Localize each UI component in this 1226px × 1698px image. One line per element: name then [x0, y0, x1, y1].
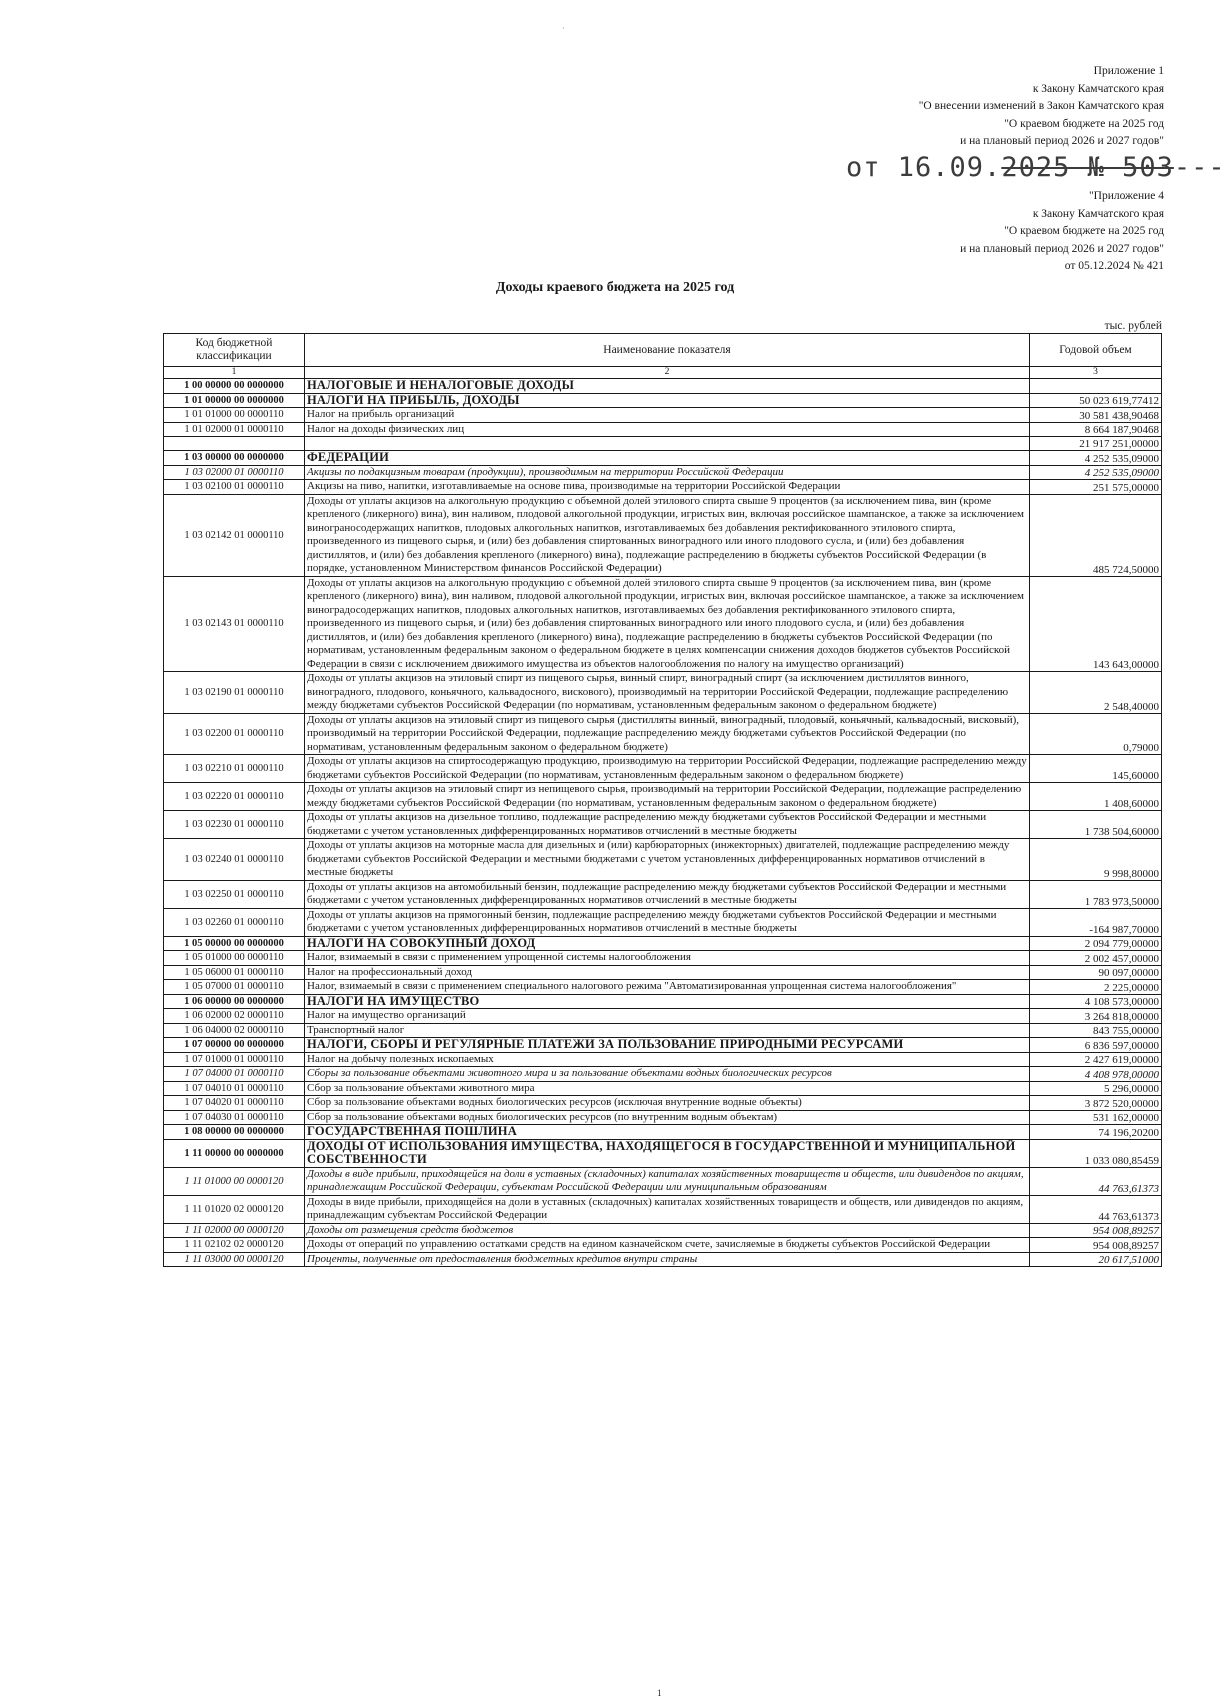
- table-row: [164, 783, 1162, 811]
- table-row: [164, 393, 1162, 408]
- row-code: 1 03 02190 01 0000110: [164, 672, 305, 714]
- row-name: Доходы от уплаты акцизов на этиловый спирт из непищевого сырья, производимый на территории Российской Федерации, подлежащие распределению между бюджетами субъектов Российской Федерации (по нормативам, установленным федеральным законом о федеральном бюджете): [305, 783, 1030, 811]
- row-name: Доходы от размещения средств бюджетов: [305, 1223, 1030, 1238]
- row-name: Сборы за пользование объектами животного мира и за пользование объектами водных биологических ресурсов: [305, 1067, 1030, 1082]
- row-code: 1 06 04000 02 0000110: [164, 1023, 305, 1038]
- row-amount: -164 987,70000: [1030, 908, 1162, 936]
- row-name: [305, 437, 1030, 451]
- row-code: 1 08 00000 00 0000000: [164, 1125, 305, 1140]
- attachment-1-line: Приложение 1: [1093, 65, 1164, 77]
- row-amount: 1 408,60000: [1030, 783, 1162, 811]
- table-row: [164, 951, 1162, 966]
- attachment-4-line: "Приложение 4: [1088, 190, 1164, 202]
- row-amount: 145,60000: [1030, 755, 1162, 783]
- row-code: [164, 437, 305, 451]
- row-name: Транспортный налог: [305, 1023, 1030, 1038]
- units-label: тыс. рублей: [1104, 320, 1162, 332]
- row-amount: 0,79000: [1030, 713, 1162, 755]
- row-amount: 5 296,00000: [1030, 1081, 1162, 1096]
- column-number: 2: [305, 367, 1030, 379]
- stamp-date: от 16.09.: [846, 152, 1002, 183]
- row-code: 1 03 02142 01 0000110: [164, 494, 305, 576]
- row-code: 1 07 04020 01 0000110: [164, 1096, 305, 1111]
- row-amount: 6 836 597,00000: [1030, 1038, 1162, 1053]
- table-row: [164, 408, 1162, 423]
- row-amount: 44 763,61373: [1030, 1167, 1162, 1195]
- attachment-4-header: [960, 188, 1164, 276]
- row-name: Доходы от уплаты акцизов на спиртосодержащую продукцию, производимую на территории Российской Федерации, подлежащие распределению между бюджетами субъектов Российской Федерации (по нормативам, установленным федеральным законом о федеральном бюджете): [305, 755, 1030, 783]
- column-number: 3: [1030, 367, 1162, 379]
- row-code: 1 03 02220 01 0000110: [164, 783, 305, 811]
- attachment-4-line: от 05.12.2024 № 421: [1064, 260, 1164, 272]
- row-code: 1 06 02000 02 0000110: [164, 1009, 305, 1024]
- row-amount: [1030, 379, 1162, 394]
- row-amount: 44 763,61373: [1030, 1195, 1162, 1223]
- row-code: 1 11 02000 00 0000120: [164, 1223, 305, 1238]
- row-code: 1 07 04030 01 0000110: [164, 1110, 305, 1125]
- row-name: Сбор за пользование объектами животного мира: [305, 1081, 1030, 1096]
- row-amount: 3 872 520,00000: [1030, 1096, 1162, 1111]
- table-row: [164, 480, 1162, 495]
- table-row: [164, 713, 1162, 755]
- row-name: НАЛОГИ НА СОВОКУПНЫЙ ДОХОД: [305, 936, 1030, 951]
- row-name: Сбор за пользование объектами водных биологических ресурсов (по внутренним водным объектам): [305, 1110, 1030, 1125]
- row-code: 1 03 02210 01 0000110: [164, 755, 305, 783]
- row-code: 1 11 01020 02 0000120: [164, 1195, 305, 1223]
- row-amount: 485 724,50000: [1030, 494, 1162, 576]
- stamp-number: 2025 № 503: [1001, 152, 1174, 183]
- row-name: НАЛОГИ НА ПРИБЫЛЬ, ДОХОДЫ: [305, 393, 1030, 408]
- table-row: [164, 422, 1162, 437]
- row-code: 1 03 02100 01 0000110: [164, 480, 305, 495]
- row-code: 1 00 00000 00 0000000: [164, 379, 305, 394]
- row-amount: 4 252 535,09000: [1030, 451, 1162, 466]
- row-name: Доходы от уплаты акцизов на прямогонный бензин, подлежащие распределению между бюджетами субъектов Российской Федерации и местными бюджетами с учетом установленных дифференцированных нормативов отчислений в местные бюджеты: [305, 908, 1030, 936]
- row-name: Доходы от уплаты акцизов на моторные масла для дизельных и (или) карбюраторных (инжекторных) двигателей, подлежащие распределению между бюджетами субъектов Российской Федерации и местными бюджетами с учетом установленных дифференцированных нормативов отчислений в местные бюджеты: [305, 839, 1030, 881]
- row-code: 1 01 00000 00 0000000: [164, 393, 305, 408]
- table-row: [164, 839, 1162, 881]
- table-row: [164, 755, 1162, 783]
- row-amount: 843 755,00000: [1030, 1023, 1162, 1038]
- row-name: Акцизы на пиво, напитки, изготавливаемые на основе пива, производимые на территории Российской Федерации: [305, 480, 1030, 495]
- row-name: ГОСУДАРСТВЕННАЯ ПОШЛИНА: [305, 1125, 1030, 1140]
- table-row: [164, 1081, 1162, 1096]
- row-name: Сбор за пользование объектами водных биологических ресурсов (исключая внутренние водные объекты): [305, 1096, 1030, 1111]
- attachment-4-line: к Закону Камчатского края: [1032, 207, 1164, 220]
- row-amount: 4 252 535,09000: [1030, 465, 1162, 480]
- row-code: 1 03 02230 01 0000110: [164, 811, 305, 839]
- row-code: 1 05 07000 01 0000110: [164, 980, 305, 995]
- row-name: Доходы от уплаты акцизов на алкогольную продукцию с объемной долей этилового спирта свыше 9 процентов (за исключением пива, вин (кроме крепленого (ликерного) вина), вин наливом, плодовой алкогольной продукции, игристых вин, включая российское шампанское, а также за исключением виноградосодержащих напитков, плодовых алкогольных напитков, изготавливаемых без добавления ректификованного этилового спирта, произведенного из пищевого сырья, и (или) без добавления спиртованных виноградного или иного плодового сусла, и (или) без добавления дистиллятов, и (или) без добавления крепленого (ликерного) вина), подлежащие распределению в бюджеты субъектов Российской Федерации (по нормативам, установленным федеральным законом о федеральном бюджете в целях компенсации снижения доходов бюджетов субъектов Российской Федерации в связи с исключением движимого имущества из объектов налогообложения по налогу на имущество организаций): [305, 576, 1030, 672]
- table-row: [164, 672, 1162, 714]
- row-amount: 143 643,00000: [1030, 576, 1162, 672]
- row-code: 1 11 00000 00 0000000: [164, 1139, 305, 1167]
- row-code: 1 07 00000 00 0000000: [164, 1038, 305, 1053]
- table-row: [164, 1139, 1162, 1167]
- table-row: [164, 437, 1162, 451]
- row-name: Доходы от уплаты акцизов на дизельное топливо, подлежащие распределению между бюджетами субъектов Российской Федерации и местными бюджетами с учетом установленных дифференцированных нормативов отчислений в местные бюджеты: [305, 811, 1030, 839]
- table-row: [164, 379, 1162, 394]
- row-code: 1 03 02200 01 0000110: [164, 713, 305, 755]
- row-amount: 2 548,40000: [1030, 672, 1162, 714]
- row-name: Налог на профессиональный доход: [305, 965, 1030, 980]
- row-amount: 954 008,89257: [1030, 1223, 1162, 1238]
- row-name: НАЛОГИ, СБОРЫ И РЕГУЛЯРНЫЕ ПЛАТЕЖИ ЗА ПОЛЬЗОВАНИЕ ПРИРОДНЫМИ РЕСУРСАМИ: [305, 1038, 1030, 1053]
- row-code: 1 07 04000 01 0000110: [164, 1067, 305, 1082]
- revenue-table: [163, 333, 1162, 1267]
- row-amount: 2 427 619,00000: [1030, 1052, 1162, 1067]
- scan-speck: ·: [562, 24, 565, 33]
- row-code: 1 11 01000 00 0000120: [164, 1167, 305, 1195]
- row-amount: 90 097,00000: [1030, 965, 1162, 980]
- table-row: [164, 1223, 1162, 1238]
- row-amount: 9 998,80000: [1030, 839, 1162, 881]
- row-amount: 251 575,00000: [1030, 480, 1162, 495]
- row-amount: 8 664 187,90468: [1030, 422, 1162, 437]
- row-name: Доходы от уплаты акцизов на автомобильный бензин, подлежащие распределению между бюджетами субъектов Российской Федерации и местными бюджетами с учетом установленных дифференцированных нормативов отчислений в местные бюджеты: [305, 880, 1030, 908]
- column-number: 1: [164, 367, 305, 379]
- row-name: Налог на имущество организаций: [305, 1009, 1030, 1024]
- table-row: [164, 1195, 1162, 1223]
- page-number: 1: [657, 1688, 662, 1698]
- row-amount: 20 617,51000: [1030, 1252, 1162, 1267]
- table-row: [164, 880, 1162, 908]
- row-amount: 21 917 251,00000: [1030, 437, 1162, 451]
- table-row: [164, 1110, 1162, 1125]
- header-name: Наименование показателя: [305, 334, 1030, 367]
- row-name: НАЛОГОВЫЕ И НЕНАЛОГОВЫЕ ДОХОДЫ: [305, 379, 1030, 394]
- table-row: [164, 811, 1162, 839]
- table-row: [164, 994, 1162, 1009]
- attachment-1-line: "О внесении изменений в Закон Камчатского края: [918, 100, 1164, 112]
- row-amount: 2 225,00000: [1030, 980, 1162, 995]
- row-name: Акцизы по подакцизным товарам (продукции), производимым на территории Российской Федерации: [305, 465, 1030, 480]
- row-name: Доходы от уплаты акцизов на этиловый спирт из пищевого сырья, винный спирт, виноградный спирт (за исключением дистиллятов винного, виноградного, плодового, коньячного, кальвадосного, вискового), производимый на территории Российской Федерации, подлежащие распределению между бюджетами субъектов Российской Федерации (по нормативам, установленным федеральным законом о федеральном бюджете): [305, 672, 1030, 714]
- row-amount: 1 783 973,50000: [1030, 880, 1162, 908]
- table-row: [164, 1052, 1162, 1067]
- table-row: [164, 576, 1162, 672]
- table-row: [164, 1125, 1162, 1140]
- table-header-row: [164, 334, 1162, 367]
- table-row: [164, 980, 1162, 995]
- attachment-1-header: [919, 63, 1164, 151]
- table-row: [164, 965, 1162, 980]
- table-body: [164, 379, 1162, 1267]
- table-row: [164, 1038, 1162, 1053]
- row-name: Доходы в виде прибыли, приходящейся на доли в уставных (складочных) капиталах хозяйственных товариществ и обществ, или дивидендов по акциям, принадлежащим субъектам Российской Федерации: [305, 1195, 1030, 1223]
- attachment-1-line: к Закону Камчатского края: [1032, 82, 1164, 95]
- row-code: 1 01 02000 01 0000110: [164, 422, 305, 437]
- row-code: 1 03 02143 01 0000110: [164, 576, 305, 672]
- table-row: [164, 1238, 1162, 1253]
- row-amount: 50 023 619,77412: [1030, 393, 1162, 408]
- row-code: 1 11 02102 02 0000120: [164, 1238, 305, 1253]
- table-row: [164, 494, 1162, 576]
- attachment-4-line: "О краевом бюджете на 2025 год: [1004, 225, 1164, 237]
- row-name: Налог на прибыль организаций: [305, 408, 1030, 423]
- header-code: Код бюджетной классификации: [164, 334, 305, 367]
- table-row: [164, 1096, 1162, 1111]
- row-code: 1 01 01000 00 0000110: [164, 408, 305, 423]
- attachment-1-line: "О краевом бюджете на 2025 год: [1004, 117, 1164, 130]
- row-amount: 74 196,20200: [1030, 1125, 1162, 1140]
- row-amount: 1 033 080,85459: [1030, 1139, 1162, 1167]
- row-amount: 4 408 978,00000: [1030, 1067, 1162, 1082]
- row-amount: 954 008,89257: [1030, 1238, 1162, 1253]
- row-code: 1 03 02240 01 0000110: [164, 839, 305, 881]
- table-row: [164, 1023, 1162, 1038]
- row-code: 1 05 06000 01 0000110: [164, 965, 305, 980]
- table-row: [164, 1252, 1162, 1267]
- row-amount: 3 264 818,00000: [1030, 1009, 1162, 1024]
- document-title: Доходы краевого бюджета на 2025 год: [495, 280, 735, 295]
- attachment-4-line: и на плановый период 2026 и 2027 годов": [960, 242, 1164, 255]
- row-name: Доходы в виде прибыли, приходящейся на доли в уставных (складочных) капиталах хозяйственных товариществ и обществ, или дивидендов по акциям, принадлежащим Российской Федерации, субъектам Российской Федерации или муниципальным образованиям: [305, 1167, 1030, 1195]
- table-row: [164, 1167, 1162, 1195]
- row-code: 1 03 00000 00 0000000: [164, 451, 305, 466]
- row-name: Налог, взимаемый в связи с применением специального налогового режима "Автоматизированная упрощенная система налогообложения": [305, 980, 1030, 995]
- table-row: [164, 465, 1162, 480]
- row-code: 1 07 04010 01 0000110: [164, 1081, 305, 1096]
- stamp-dashes: ---: [1173, 152, 1226, 183]
- table-row: [164, 1067, 1162, 1082]
- row-code: 1 03 02250 01 0000110: [164, 880, 305, 908]
- row-code: 1 11 03000 00 0000120: [164, 1252, 305, 1267]
- row-amount: 2 094 779,00000: [1030, 936, 1162, 951]
- row-name: Налог на добычу полезных ископаемых: [305, 1052, 1030, 1067]
- table-row: [164, 451, 1162, 466]
- row-name: Доходы от уплаты акцизов на алкогольную продукцию с объемной долей этилового спирта свыше 9 процентов (за исключением пива, вин (кроме крепленого (ликерного) вина), вин наливом, плодовой алкогольной продукции, игристых вин, включая российское шампанское, а также за исключением винограносодержащих напитков, плодовых алкогольных напитков, изготавливаемых без добавления ректификованного этилового спирта, произведенного из пищевого сырья, и (или) без добавления спиртованных виноградного или иного плодового сусла, и (или) без добавления дистиллятов, и (или) без добавления крепленого (ликерного) вина), подлежащие распределению в бюджеты субъектов Российской Федерации (в порядке, установленном Министерством финансов Российской Федерации): [305, 494, 1030, 576]
- attachment-1-line: и на плановый период 2026 и 2027 годов": [960, 135, 1164, 147]
- row-code: 1 05 00000 00 0000000: [164, 936, 305, 951]
- date-stamp: [846, 152, 1226, 183]
- row-name: Проценты, полученные от предоставления бюджетных кредитов внутри страны: [305, 1252, 1030, 1267]
- column-number-row: [164, 367, 1162, 379]
- row-name: Налог, взимаемый в связи с применением упрощенной системы налогообложения: [305, 951, 1030, 966]
- row-name: ФЕДЕРАЦИИ: [305, 451, 1030, 466]
- row-amount: 2 002 457,00000: [1030, 951, 1162, 966]
- row-code: 1 05 01000 00 0000110: [164, 951, 305, 966]
- table-row: [164, 908, 1162, 936]
- row-code: 1 03 02260 01 0000110: [164, 908, 305, 936]
- row-name: Доходы от уплаты акцизов на этиловый спирт из пищевого сырья (дистилляты винный, виноградный, плодовый, коньячный, кальвадосный, висковый), производимый на территории Российской Федерации, подлежащие распределению между бюджетами субъектов Российской Федерации (по нормативам, установленным федеральным законом о федеральном бюджете): [305, 713, 1030, 755]
- row-name: НАЛОГИ НА ИМУЩЕСТВО: [305, 994, 1030, 1009]
- row-code: 1 06 00000 00 0000000: [164, 994, 305, 1009]
- row-amount: 531 162,00000: [1030, 1110, 1162, 1125]
- row-amount: 30 581 438,90468: [1030, 408, 1162, 423]
- row-code: 1 03 02000 01 0000110: [164, 465, 305, 480]
- header-amount: Годовой объем: [1030, 334, 1162, 367]
- row-amount: 1 738 504,60000: [1030, 811, 1162, 839]
- row-amount: 4 108 573,00000: [1030, 994, 1162, 1009]
- row-name: ДОХОДЫ ОТ ИСПОЛЬЗОВАНИЯ ИМУЩЕСТВА, НАХОДЯЩЕГОСЯ В ГОСУДАРСТВЕННОЙ И МУНИЦИПАЛЬНОЙ СОБСТВЕННОСТИ: [305, 1139, 1030, 1167]
- table-row: [164, 1009, 1162, 1024]
- row-name: Налог на доходы физических лиц: [305, 422, 1030, 437]
- row-code: 1 07 01000 01 0000110: [164, 1052, 305, 1067]
- table-row: [164, 936, 1162, 951]
- row-name: Доходы от операций по управлению остатками средств на едином казначейском счете, зачисляемые в бюджеты субъектов Российской Федерации: [305, 1238, 1030, 1253]
